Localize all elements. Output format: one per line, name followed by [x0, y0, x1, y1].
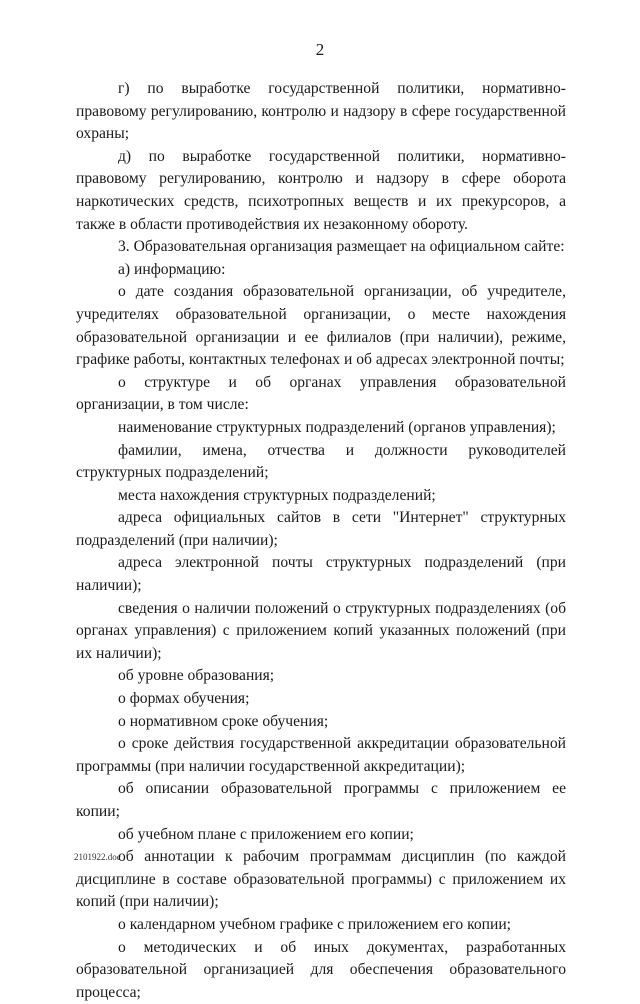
paragraph-3: 3. Образовательная организация размещает на официальном сайте: — [118, 238, 565, 256]
list-item: фамилии, имена, отчества и должности руководителей структурных подразделений; — [76, 441, 566, 482]
paragraph-d: д) по выработке государственной политики, нормативно-правовому регулированию, контролю и надзору в сфере оборота наркотических средств, психотропных веществ и их прекурсоров, а также в области противодействия их незаконному обороту. — [76, 147, 566, 233]
list-item: адреса электронной почты структурных подразделений (при наличии); — [76, 554, 566, 595]
page-number: 2 — [315, 40, 325, 59]
list-item: об описании образовательной программы с приложением ее копии; — [76, 780, 566, 820]
list-item: о дате создания образовательной организации, об учредителе, учредителях образовательной организации, о месте нахождения образовательной организации и ее филиалов (при наличии), режиме, графике работы, контактных телефонах и об адресах электронной почты; — [76, 283, 566, 369]
list-item: об уровне образования; — [118, 667, 275, 685]
paragraph-a: а) информацию: — [118, 260, 226, 278]
list-item: адреса официальных сайтов в сети "Интернет" структурных подразделений (при наличии); — [76, 509, 566, 549]
list-item: о методических и об иных документах, разработанных образовательной организацией для обеспечения образовательного процесса; — [76, 938, 566, 1001]
paragraph-g: г) по выработке государственной политики, нормативно-правовому регулированию, контролю и надзору в сфере государственной охраны; — [76, 80, 566, 143]
list-item: об аннотации к рабочим программам дисциплин (по каждой дисциплине в составе образовательной программы) с приложением их копий (при наличии); — [76, 848, 566, 911]
list-item: о нормативном сроке обучения; — [118, 712, 329, 730]
list-item: о сроке действия государственной аккредитации образовательной программы (при наличии государственной аккредитации); — [76, 735, 566, 775]
document-footer: 2101922.doc — [74, 852, 121, 862]
list-item: об учебном плане с приложением его копии; — [118, 825, 414, 843]
list-item: о структуре и об органах управления образовательной организации, в том числе: — [76, 373, 566, 414]
list-item: о формах обучения; — [118, 690, 250, 708]
list-item: о календарном учебном графике с приложением его копии; — [118, 915, 512, 933]
list-item: сведения о наличии положений о структурных подразделениях (об органах управления) с приложением копий указанных положений (при их наличии); — [76, 599, 566, 662]
list-item: места нахождения структурных подразделений; — [118, 486, 436, 504]
list-item: наименование структурных подразделений (органов управления); — [118, 418, 556, 436]
document-body — [76, 78, 566, 1004]
